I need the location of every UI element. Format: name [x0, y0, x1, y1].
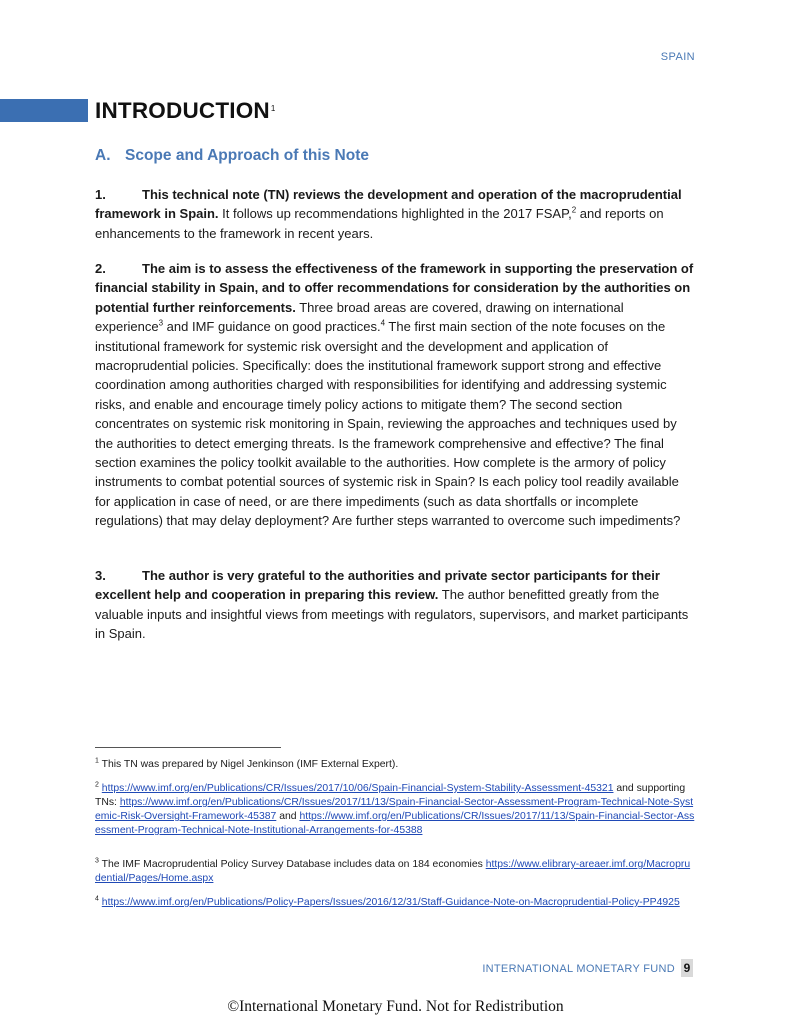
paragraph-text: It follows up recommendations highlighted in the 2017 FSAP, [218, 206, 572, 222]
paragraph-text: The author benefitted greatly from the valuable inputs and insightful views from meetings with regulators, supervisors, and market participants in Spain. [95, 587, 689, 642]
footnote-link-tn-institutional[interactable]: https://www.imf.org/en/Publications/CR/Issues/2017/11/13/Spain-Financial-Sector-Assessment-Program-Technical-Note-Institutional-Arrangements-for-45388 [95, 811, 695, 836]
footnote-text: and [276, 811, 300, 822]
paragraph-lead: The author is very grateful to the authorities and private sector participants for their excellent help and cooperation in preparing this review. [95, 568, 660, 603]
paragraph-number: 3. [95, 568, 106, 583]
footer-organization: INTERNATIONAL MONETARY FUND [482, 963, 675, 975]
footnote-ref-2[interactable]: 2 [571, 206, 577, 216]
footnote-link-tn-systemic-risk[interactable]: https://www.imf.org/en/Publications/CR/Issues/2017/11/13/Spain-Financial-Sector-Assessment-Program-Technical-Note-Systemic-Risk-Oversight-Framework-45387 [95, 797, 694, 822]
paragraph-text: The first main section of the note focuses on the institutional framework for systemic risk oversight and the development and application of macroprudential policies. Specifically: does the institutional framework support strong and effective coordination among authorities charged with responsibilities for identifying and addressing systemic risks, and enable and encourage timely policy actions to mitigate them? The second section concentrates on systemic risk monitoring in Spain, reviewing the approaches and techniques used by the authorities to detect emerging threats. Is the framework comprehensive and effective? The final section examines the policy toolkit available to the authorities. How complete is the armory of policy instruments to combat potential sources of systemic risk in Spain? Is each policy tool readily available for application in case of need, or are there impediments (such as data shortfalls or incomplete regulations) that may delay deployment? Are further steps warranted to overcome such impediments? [95, 319, 681, 529]
footnote-1 [95, 758, 695, 772]
paragraph-text: and IMF guidance on good practices. [163, 319, 381, 335]
footnote-link-staff-guidance[interactable]: https://www.imf.org/en/Publications/Policy-Papers/Issues/2016/12/31/Staff-Guidance-Note-on-Macroprudential-Policy-PP4925 [101, 897, 680, 908]
footnote-mark: 4 [95, 895, 99, 903]
section-title: Scope and Approach of this Note [125, 147, 369, 164]
footnote-text: The IMF Macroprudential Policy Survey Database includes data on 184 economies [98, 859, 486, 870]
footnote-text: and supporting TNs: [95, 783, 686, 808]
paragraph-lead: The aim is to assess the effectiveness of the framework in supporting the preservation of financial stability in Spain, and to offer recommendations for consideration by the authorities on potential further reinforcements. [95, 261, 694, 315]
footnote-mark: 3 [95, 857, 99, 865]
footnote-mark: 1 [95, 757, 99, 765]
footnote-ref-3[interactable]: 3 [158, 318, 164, 328]
chapter-title [95, 98, 276, 124]
section-letter: A. [95, 147, 111, 164]
footnote-ref-1[interactable]: 1 [270, 104, 276, 113]
footnote-4 [95, 896, 695, 910]
copyright-notice: ©International Monetary Fund. Not for Redistribution [227, 998, 564, 1015]
footnote-3 [95, 858, 695, 886]
footnote-separator [95, 747, 281, 748]
section-heading [95, 147, 369, 165]
running-header-country: SPAIN [660, 51, 695, 63]
footnote-link-elibrary[interactable]: https://www.elibrary-areaer.imf.org/Macroprudential/Pages/Home.aspx [95, 859, 691, 884]
paragraph-3 [95, 566, 695, 644]
paragraph-number: 1. [95, 187, 106, 202]
footnote-link-fssa[interactable]: https://www.imf.org/en/Publications/CR/Issues/2017/10/06/Spain-Financial-System-Stability-Assessment-45321 [101, 783, 614, 794]
chapter-accent-bar [0, 99, 88, 122]
paragraph-2 [95, 259, 695, 531]
footnote-2 [95, 782, 695, 838]
paragraph-1 [95, 185, 695, 243]
footnote-mark: 2 [95, 781, 99, 789]
footnote-ref-4[interactable]: 4 [380, 318, 386, 328]
paragraph-lead: This technical note (TN) reviews the development and operation of the macroprudential framework in Spain. [95, 187, 682, 222]
page-number: 9 [681, 959, 693, 977]
paragraph-text: Three broad areas are covered, drawing on international experience [95, 299, 624, 335]
footnote-text: This TN was prepared by Nigel Jenkinson (IMF External Expert). [98, 759, 399, 770]
chapter-title-text: INTRODUCTION [95, 98, 270, 123]
paragraph-text: and reports on enhancements to the framework in recent years. [95, 206, 664, 241]
paragraph-number: 2. [95, 261, 106, 276]
